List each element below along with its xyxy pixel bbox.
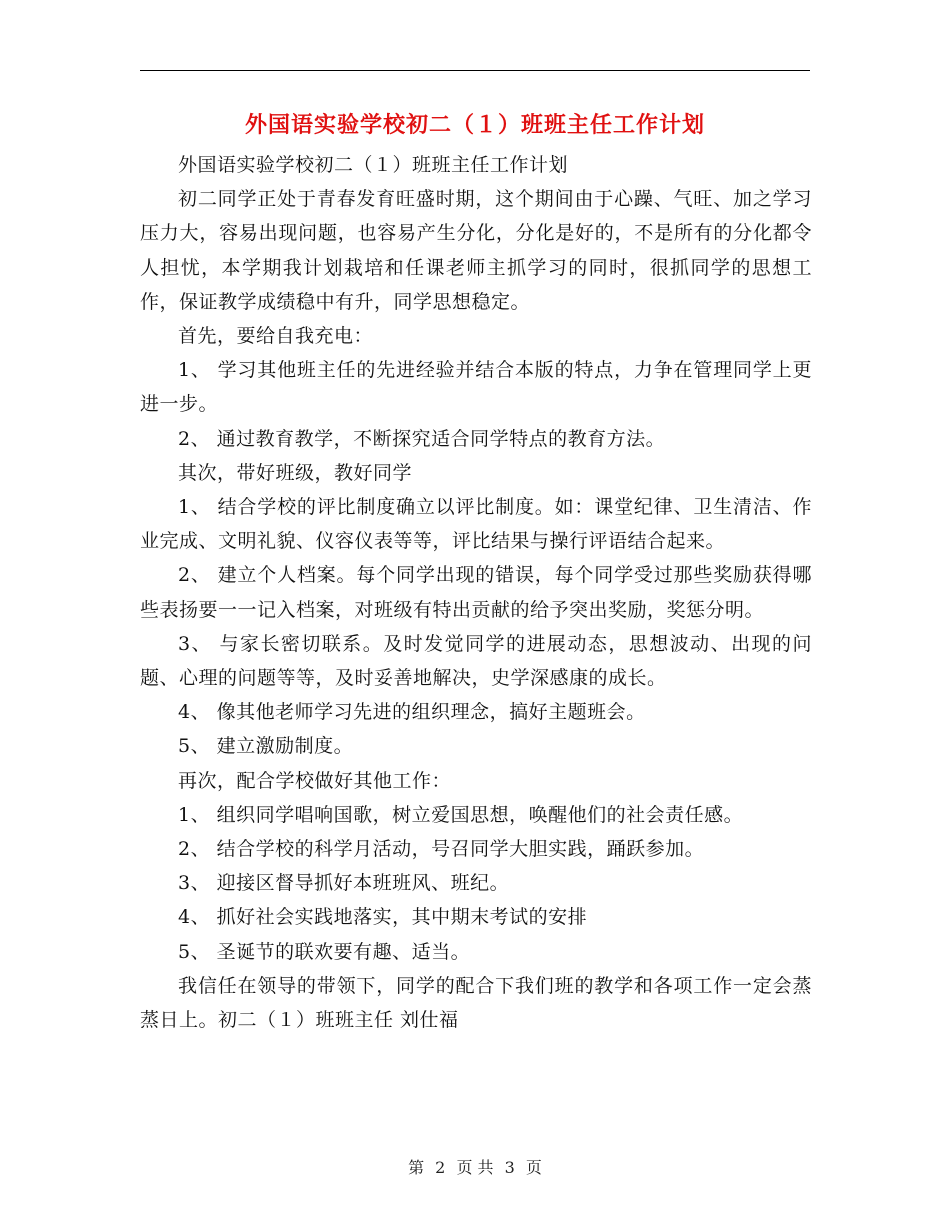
page-number: 2 bbox=[435, 1158, 446, 1177]
list-item: 1、 组织同学唱响国歌，树立爱国思想，唤醒他们的社会责任感。 bbox=[178, 803, 744, 826]
body-paragraph: 再次，配合学校做好其他工作： bbox=[178, 769, 452, 792]
body-paragraph: 其次，带好班级，教好同学 bbox=[178, 461, 413, 484]
list-item: 1、 学习其他班主任的先进经验并结合本版的特点，力争在管理同学上更进一步。 bbox=[140, 359, 812, 416]
header-rule bbox=[140, 70, 810, 71]
list-item: 3、 迎接区督导抓好本班班风、班纪。 bbox=[178, 872, 510, 895]
page-label-suffix: 页 bbox=[525, 1158, 542, 1177]
body-paragraph: 首先，要给自我充电： bbox=[178, 325, 374, 348]
list-item: 1、 结合学校的评比制度确立以评比制度。如：课堂纪律、卫生清洁、作业完成、文明礼貌、仪容仪表等等，评比结果与操行评语结合起来。 bbox=[140, 496, 812, 553]
list-item: 2、 建立个人档案。每个同学出现的错误，每个同学受过那些奖励获得哪些表扬要一一记入档案，对班级有特出贡献的给予突出奖励，奖惩分明。 bbox=[140, 564, 812, 621]
list-item: 2、 结合学校的科学月活动，号召同学大胆实践，踊跃参加。 bbox=[178, 838, 705, 861]
list-item: 3、 与家长密切联系。及时发觉同学的进展动态，思想波动、出现的问题、心理的问题等等，及时妥善地解决，史学深感康的成长。 bbox=[140, 632, 812, 690]
body-paragraph: 我信任在领导的带领下，同学的配合下我们班的教学和各项工作一定会蒸蒸日上。初二（１）班班主任 刘仕福 bbox=[140, 974, 812, 1032]
body-paragraph: 外国语实验学校初二（１）班班主任工作计划 bbox=[178, 154, 569, 176]
list-item: 5、 建立激励制度。 bbox=[178, 735, 354, 758]
page-footer bbox=[0, 1155, 950, 1178]
list-item: 4、 抓好社会实践地落实，其中期末考试的安排 bbox=[178, 906, 588, 929]
list-item: 4、 像其他老师学习先进的组织理念，搞好主题班会。 bbox=[178, 701, 646, 724]
page-label-prefix: 第 bbox=[408, 1158, 425, 1177]
document-title: 外国语实验学校初二（１）班班主任工作计划 bbox=[244, 112, 705, 138]
list-item: 5、 圣诞节的联欢要有趣、适当。 bbox=[178, 940, 471, 963]
list-item: 2、 通过教育教学，不断探究适合同学特点的教育方法。 bbox=[178, 427, 666, 450]
page-label-mid: 页 共 bbox=[456, 1158, 494, 1177]
document-body bbox=[140, 148, 812, 1037]
page-total: 3 bbox=[504, 1158, 515, 1177]
body-paragraph: 初二同学正处于青春发育旺盛时期，这个期间由于心躁、气旺、加之学习压力大，容易出现问题，也容易产生分化，分化是好的，不是所有的分化都令人担忧，本学期我计划栽培和任课老师主抓学习的同时，很抓同学的思想工作，保证教学成绩稳中有升，同学思想稳定。 bbox=[140, 188, 812, 313]
